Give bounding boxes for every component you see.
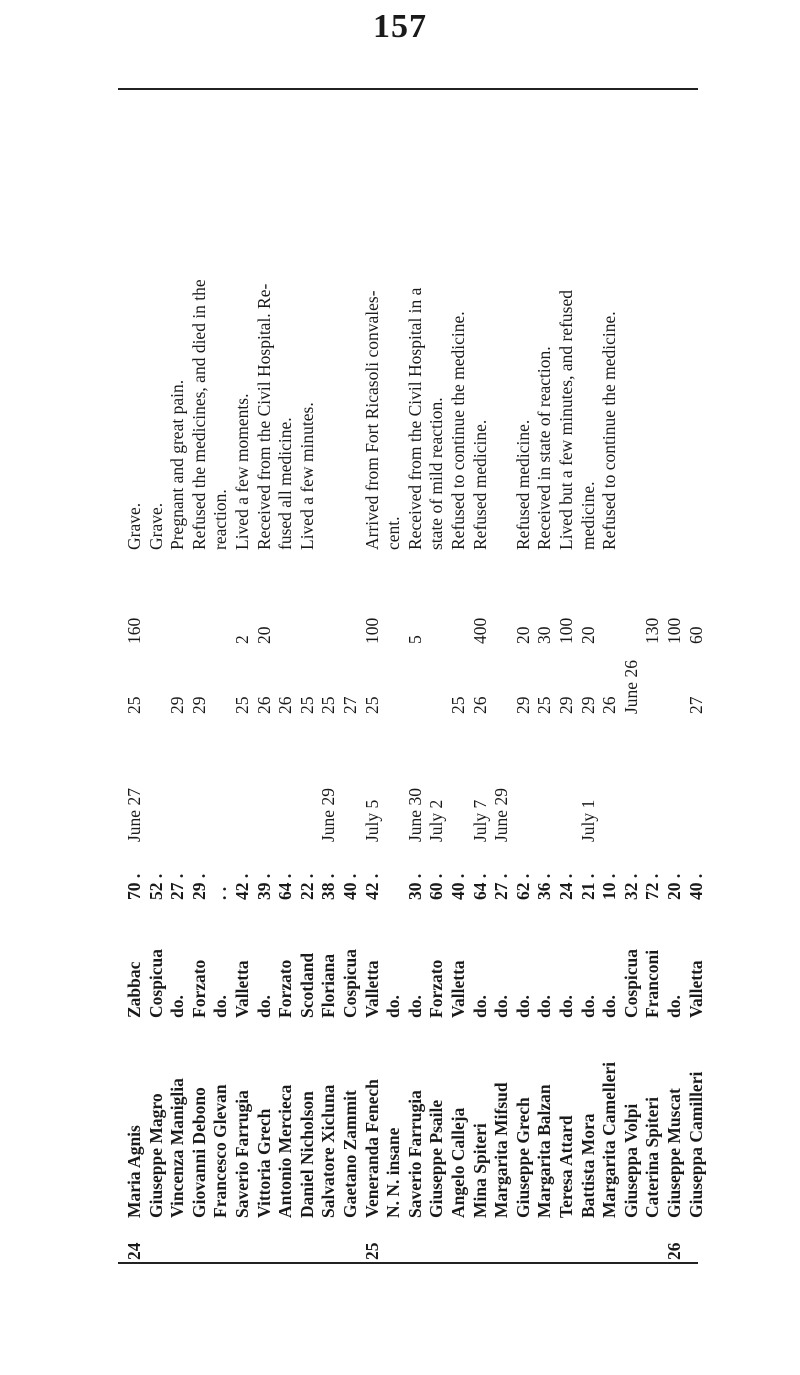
patient-place: Scotland — [296, 952, 317, 1018]
result-remarks: Lived a few moments. — [232, 393, 252, 550]
table-row — [470, 90, 490, 1260]
patient-name: Giuseppe Grech — [512, 1097, 533, 1218]
patient-place: Valletta — [361, 960, 382, 1018]
patient-name: Salvatore Xicluna — [318, 1084, 339, 1218]
table-row — [448, 90, 468, 1260]
patient-place: Floriana — [318, 953, 339, 1018]
table-row — [405, 90, 425, 1260]
date-treatment: 26 — [275, 696, 296, 714]
patient-age: 10 . — [599, 873, 620, 900]
table-row — [686, 90, 706, 1260]
result-remarks: Refused medicine. — [469, 419, 490, 550]
patient-place: Forzato — [275, 959, 296, 1018]
patient-age: 42 . — [361, 873, 382, 900]
patient-name: Teresa Attard — [556, 1115, 576, 1218]
date-treatment: 25 — [361, 696, 382, 714]
patient-place: do. — [210, 995, 231, 1018]
dose-value: 5 — [404, 635, 425, 644]
patient-place: do. — [491, 995, 512, 1018]
patient-age: 29 . — [188, 873, 209, 900]
patient-age: 40 . — [448, 873, 468, 900]
patient-name: Francesco Glevan — [210, 1084, 231, 1218]
dose-value: 400 — [469, 617, 490, 644]
patient-place: do. — [577, 995, 598, 1018]
patient-name: Daniel Nicholson — [296, 1091, 317, 1218]
patient-name: Giovanni Debono — [188, 1087, 209, 1218]
date-taken-ill: July 1 — [577, 799, 598, 842]
patient-age: 24 . — [556, 873, 576, 900]
row-number: 25 — [361, 1242, 382, 1260]
result-remarks: Refused to continue the medicine. — [599, 311, 620, 550]
result-remarks: reaction. — [210, 489, 231, 550]
result-remarks: Received from the Civil Hospital in a — [404, 287, 425, 550]
patient-place: Franconi — [642, 949, 663, 1018]
patient-place: Cospicua — [145, 948, 166, 1018]
date-treatment: 25 — [318, 696, 339, 714]
date-treatment: 29 — [512, 696, 533, 714]
patient-age: 40 . — [340, 873, 360, 900]
table-row — [578, 90, 598, 1260]
date-treatment: 29 — [188, 696, 209, 714]
patient-name: Margarita Camelleri — [599, 1062, 620, 1218]
patient-place: Forzato — [426, 959, 447, 1018]
dose-value: 60 — [685, 626, 706, 644]
page-number: 157 — [373, 8, 427, 45]
patient-age: 20 . — [664, 873, 684, 900]
table-row — [491, 90, 511, 1260]
date-treatment: 25 — [534, 696, 555, 714]
patient-place: do. — [404, 995, 425, 1018]
table-row — [146, 90, 166, 1260]
date-taken-ill: July 2 — [426, 799, 447, 842]
date-taken-ill: June 29 — [491, 788, 512, 842]
patient-name: Giuseppe Muscat — [664, 1088, 684, 1218]
patient-place: Valletta — [685, 960, 706, 1018]
patient-age: 27 . — [167, 873, 188, 900]
patient-name: Margarita Balzan — [534, 1084, 555, 1218]
patient-age: 62 . — [512, 873, 533, 900]
table-row — [426, 90, 446, 1260]
table-row — [556, 90, 576, 1260]
patient-place: do. — [469, 995, 490, 1018]
dose-value: 20 — [512, 626, 533, 644]
date-treatment: 29 — [577, 696, 598, 714]
result-remarks: Pregnant and great pain. — [167, 379, 188, 550]
patient-age: 39 . — [253, 873, 274, 900]
result-remarks: medicine. — [577, 481, 598, 550]
result-remarks: Grave. — [124, 502, 144, 550]
patient-age: 72 . — [642, 873, 663, 900]
date-treatment: 25 — [448, 696, 468, 714]
result-remarks: state of mild reaction. — [426, 397, 447, 550]
table-row — [189, 90, 209, 1260]
table-row — [340, 90, 360, 1260]
patient-place: do. — [556, 995, 576, 1018]
patient-name: Vincenza Maniglia — [167, 1078, 188, 1218]
patient-age: 52 . — [145, 873, 166, 900]
patient-age: 21 . — [577, 873, 598, 900]
patient-age: 30 . — [404, 873, 425, 900]
table-row — [599, 90, 619, 1260]
table-row — [124, 90, 144, 1260]
date-treatment: 26 — [469, 696, 490, 714]
dose-value: 20 — [253, 626, 274, 644]
date-taken-ill: July 7 — [469, 799, 490, 842]
dose-value: 100 — [361, 617, 382, 644]
table-row — [513, 90, 533, 1260]
patient-place: do. — [534, 995, 555, 1018]
patient-name: Maria Agnis — [124, 1125, 144, 1218]
table-row — [664, 90, 684, 1260]
date-taken-ill: June 30 — [404, 788, 425, 842]
patient-age: 64 . — [275, 873, 296, 900]
patient-age: 22 . — [296, 873, 317, 900]
patient-place: Cospicua — [620, 948, 641, 1018]
patient-place: Valletta — [448, 960, 468, 1018]
patient-name: Gaetano Zammit — [340, 1090, 360, 1218]
patient-name: Saverio Farrugia — [232, 1090, 252, 1218]
patient-age: 64 . — [469, 873, 490, 900]
date-treatment: 25 — [124, 696, 144, 714]
result-remarks: Lived but a few minutes, and refused — [556, 290, 576, 550]
date-treatment: 26 — [599, 696, 620, 714]
result-remarks: Lived a few minutes. — [296, 402, 317, 550]
patient-name: Caterina Spiteri — [642, 1096, 663, 1218]
table-row — [642, 90, 662, 1260]
patient-age: 27 . — [491, 873, 512, 900]
dose-value: 2 — [232, 635, 252, 644]
patient-place: do. — [167, 995, 188, 1018]
result-remarks: Refused medicine. — [512, 419, 533, 550]
patient-place: Valletta — [232, 960, 252, 1018]
result-remarks: Received from the Civil Hospital. Re- — [253, 283, 274, 550]
result-remarks: cent. — [383, 516, 404, 550]
patient-age: 70 . — [124, 873, 144, 900]
patient-name: Giuseppe Psaile — [426, 1099, 447, 1218]
patient-name: Antonio Mercieca — [275, 1084, 296, 1218]
result-remarks: Refused the medicines, and died in the — [188, 279, 209, 550]
patient-place: Zabbac — [124, 961, 144, 1018]
dose-value: 130 — [642, 617, 663, 644]
patient-age: 60 . — [426, 873, 447, 900]
patient-place: do. — [664, 995, 684, 1018]
dose-value: 30 — [534, 626, 555, 644]
bottom-rule — [118, 1262, 698, 1264]
patient-age: 40 . — [685, 873, 706, 900]
patient-name: N. N. insane — [383, 1127, 404, 1218]
dose-value: 160 — [124, 617, 144, 644]
dose-value: 20 — [577, 626, 598, 644]
patient-place: do. — [512, 995, 533, 1018]
table-row — [275, 90, 295, 1260]
date-treatment: 27 — [340, 696, 360, 714]
patient-place: Cospicua — [340, 948, 360, 1018]
patient-place: do. — [599, 995, 620, 1018]
date-treatment: 26 — [253, 696, 274, 714]
patient-place: do. — [383, 995, 404, 1018]
result-remarks: Grave. — [145, 502, 166, 550]
table-row — [210, 90, 230, 1260]
patient-name: Saverio Farrugia — [404, 1090, 425, 1218]
patient-name: Mina Spiteri — [469, 1123, 490, 1218]
result-remarks: Arrived from Fort Ricasoli convales- — [361, 290, 382, 550]
date-treatment: 25 — [296, 696, 317, 714]
patient-name: Giuseppa Camilleri — [685, 1071, 706, 1218]
result-remarks: fused all medicine. — [275, 417, 296, 550]
patient-name: Vittoria Grech — [253, 1108, 274, 1218]
table-row — [167, 90, 187, 1260]
patient-name: Battista Mora — [577, 1113, 598, 1218]
patient-age: 38 . — [318, 873, 339, 900]
patient-place: do. — [253, 995, 274, 1018]
row-number: 26 — [664, 1242, 684, 1260]
table-row — [318, 90, 338, 1260]
patient-name: Giuseppe Magro — [145, 1093, 166, 1218]
result-remarks: Received in state of reaction. — [534, 346, 555, 550]
patient-age: 42 . — [232, 873, 252, 900]
date-taken-ill: July 5 — [361, 799, 382, 842]
date-treatment: June 26 — [620, 660, 641, 714]
date-treatment: 29 — [167, 696, 188, 714]
patient-place: Forzato — [188, 959, 209, 1018]
table-row — [534, 90, 554, 1260]
date-taken-ill: June 29 — [318, 788, 339, 842]
patient-name: Giuseppa Volpi — [620, 1103, 641, 1218]
patient-name: Veneranda Fenech — [361, 1079, 382, 1218]
row-number: 24 — [124, 1242, 144, 1260]
rotated-table — [118, 90, 706, 1260]
patient-age: 32 . — [620, 873, 641, 900]
date-treatment: 29 — [556, 696, 576, 714]
dose-value: 100 — [556, 617, 576, 644]
table-row — [383, 90, 403, 1260]
result-remarks: Refused to continue the medicine. — [448, 311, 468, 550]
patient-age: . . — [210, 886, 231, 900]
patient-age: 36 . — [534, 873, 555, 900]
patient-name: Margarita Mifsud — [491, 1082, 512, 1218]
table-row — [362, 90, 382, 1260]
table-row — [621, 90, 641, 1260]
patient-name: Angelo Calleja — [448, 1107, 468, 1218]
table-row — [232, 90, 252, 1260]
date-taken-ill: June 27 — [124, 788, 144, 842]
date-treatment: 27 — [685, 696, 706, 714]
table-row — [254, 90, 274, 1260]
date-treatment: 25 — [232, 696, 252, 714]
table-row — [297, 90, 317, 1260]
dose-value: 100 — [664, 617, 684, 644]
